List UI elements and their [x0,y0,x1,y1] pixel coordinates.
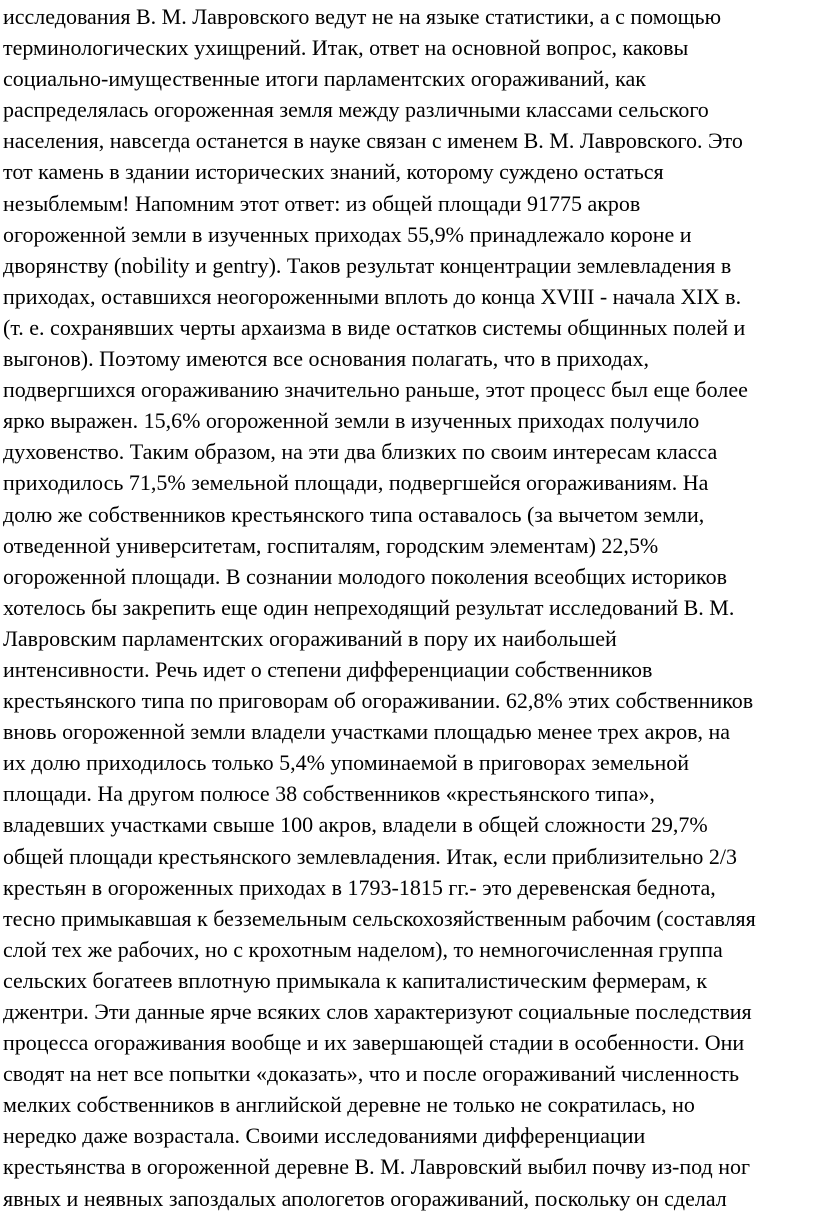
text-line: подвергшихся огораживанию значительно раньше, этот процесс был еще более [3,377,748,403]
text-line: приходилось 71,5% земельной площади, подвергшейся огораживаниям. На [3,470,709,496]
text-line: дворянству (nobility и gentry). Таков результат концентрации землевладения в [3,252,732,278]
text-line: долю же собственников крестьянского типа оставалось (за вычетом земли, [3,501,705,527]
text-line: сводят на нет все попытки «доказать», что и после огораживаний численность [3,1061,740,1087]
text-line: общей площади крестьянского землевладения. Итак, если приблизительно 2/3 [3,843,738,869]
text-line: явных и неявных запоздалых апологетов огораживаний, поскольку он сделал [3,1185,727,1211]
text-line: ярко выражен. 15,6% огороженной земли в изученных приходах получило [3,408,700,434]
text-line: огороженной земли в изученных приходах 55,9% принадлежало короне и [3,221,692,247]
text-line: духовенство. Таким образом, на эти два близких по своим интересам класса [3,439,718,465]
text-line: нередко даже возрастала. Своими исследованиями дифференциации [3,1123,646,1149]
text-line: крестьянского типа по приговорам об огораживании. 62,8% этих собственников [3,688,754,714]
text-line: терминологических ухищрений. Итак, ответ на основной вопрос, каковы [3,35,689,61]
text-line: (т. е. сохранявших черты архаизма в виде остатков системы общинных полей и [3,314,746,340]
text-line: тесно примыкавшая к безземельным сельскохозяйственным рабочим (составляя [3,905,756,931]
body-text [3,1,815,1214]
text-line: слой тех же рабочих, но с крохотным наделом), то немногочисленная группа [3,936,723,962]
text-line: исследования В. М. Лавровского ведут не на языке статистики, а с помощью [3,4,722,29]
text-line: населения, навсегда останется в науке связан с именем В. М. Лавровского. Это [3,128,743,154]
text-line: мелких собственников в английской деревне не только не сократилась, но [3,1092,695,1118]
text-line: их долю приходилось только 5,4% упоминаемой в приговорах земельной [3,750,690,776]
text-line: приходах, оставшихся неогороженными вплоть до конца XVIII - начала XIX в. [3,283,742,309]
text-line: площади. На другом полюсе 38 собственников «крестьянского типа», [3,781,655,807]
text-line: сельских богатеев вплотную примыкала к капиталистическим фермерам, к [3,967,708,993]
text-line: процесса огораживания вообще и их завершающей стадии в особенности. Они [3,1030,745,1056]
text-line: владевших участками свыше 100 акров, владели в общей сложности 29,7% [3,812,708,838]
text-line: социально-имущественные итоги парламентских огораживаний, как [3,66,646,92]
text-line: хотелось бы закрепить еще один непреходящий результат исследований В. М. [3,594,735,620]
text-line: незыблемым! Напомним этот ответ: из общей площади 91775 акров [3,190,641,216]
text-line: джентри. Эти данные ярче всяких слов характеризуют социальные последствия [3,999,752,1024]
text-line: крестьян в огороженных приходах в 1793-1815 гг.- это деревенская беднота, [3,874,716,900]
text-line: выгонов). Поэтому имеются все основания полагать, что в приходах, [3,346,650,372]
text-line: тот камень в здании исторических знаний, которому суждено остаться [3,159,664,185]
text-line: вновь огороженной земли владели участками площадью менее трех акров, на [3,719,731,745]
text-line: Лавровским парламентских огораживаний в пору их наибольшей [3,625,617,651]
text-line: огороженной площади. В сознании молодого поколения всеобщих историков [3,563,728,589]
text-line: интенсивности. Речь идет о степени дифференциации собственников [3,656,653,682]
text-line: распределялась огороженная земля между различными классами сельского [3,97,709,123]
text-line: отведенной университетам, госпиталям, городским элементам) 22,5% [3,532,659,558]
text-line: крестьянства в огороженной деревне В. М. Лавровский выбил почву из-под ног [3,1154,751,1180]
